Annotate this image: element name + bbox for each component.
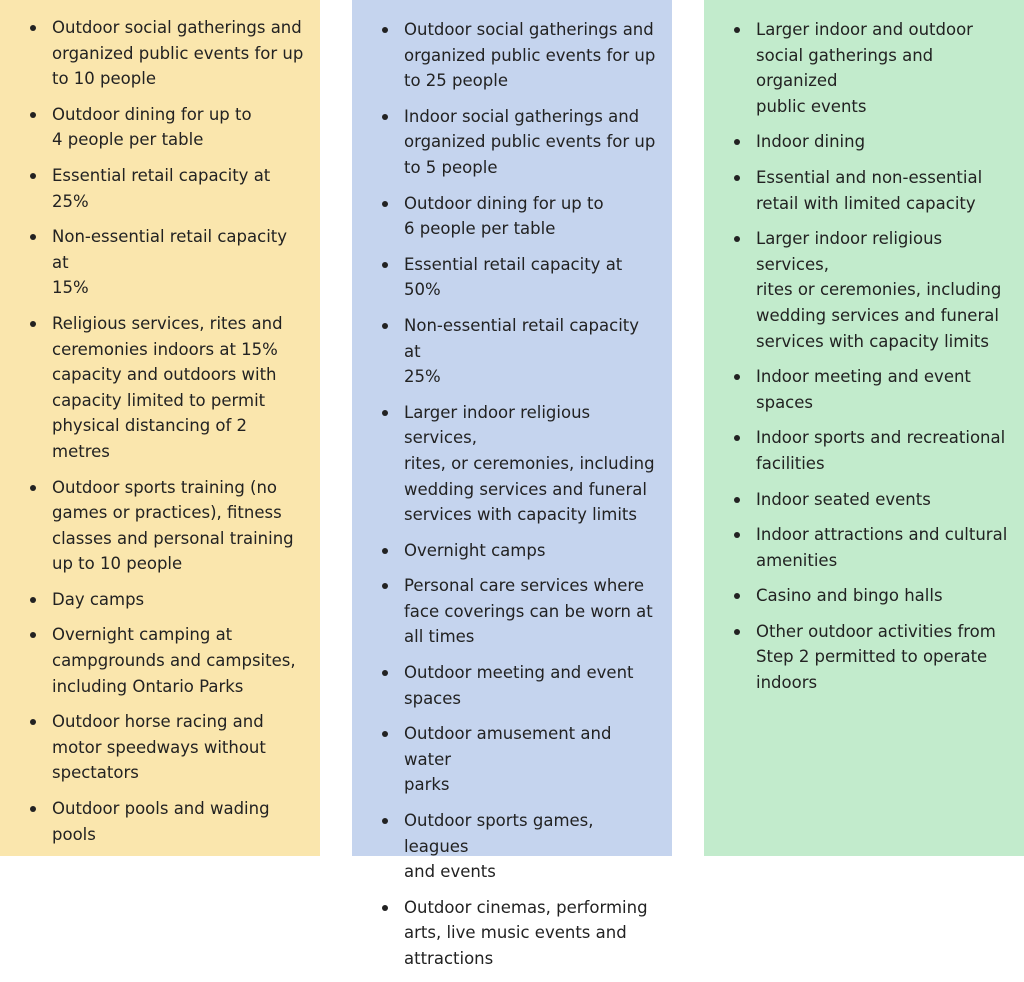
list-item-text: Overnight camps [404, 540, 546, 560]
step-1-list [0, 15, 320, 857]
list-item-text: Outdoor dining for up to 4 people per table [52, 104, 252, 150]
list-item [704, 425, 1024, 476]
list-item-text: Outdoor meeting and event spaces [404, 663, 634, 708]
bullet-icon [382, 27, 388, 33]
list-item [704, 226, 1024, 354]
list-item [0, 709, 320, 786]
list-item-text: Religious services, rites and ceremonies indoors at 15% capacity and outdoors with capacity limited to permit physical distancing of 2 metres [52, 313, 283, 461]
list-item [704, 583, 1024, 609]
list-item-text: Indoor social gatherings and organized public events for up to 5 people [404, 106, 656, 177]
bullet-icon [382, 410, 388, 416]
bullet-icon [30, 25, 36, 31]
list-item-text: Larger indoor and outdoor social gatherings and organized public events [756, 20, 973, 116]
column-step-1 [0, 0, 320, 856]
list-item-text: Indoor attractions and cultural amenities [756, 525, 1008, 570]
list-item [704, 364, 1024, 415]
step-2-list [352, 17, 672, 982]
list-item-text: Essential retail capacity at 50% [404, 254, 623, 300]
list-item [352, 808, 672, 885]
list-item [704, 129, 1024, 155]
bullet-icon [382, 731, 388, 737]
bullet-icon [734, 27, 740, 33]
bullet-icon [30, 173, 36, 179]
bullet-icon [382, 670, 388, 676]
list-item-text: Larger indoor religious services, rites or ceremonies, including wedding services and funeral services with capacity limits [756, 229, 1002, 351]
bullet-icon [30, 112, 36, 118]
list-item [704, 17, 1024, 119]
list-item-text: Indoor sports and recreational facilities [756, 428, 1006, 473]
list-item [352, 538, 672, 564]
bullet-icon [734, 435, 740, 441]
bullet-icon [734, 236, 740, 242]
bullet-icon [382, 323, 388, 329]
bullet-icon [382, 114, 388, 120]
bullet-icon [734, 593, 740, 599]
list-item [0, 311, 320, 465]
list-item [352, 400, 672, 528]
bullet-icon [734, 497, 740, 503]
bullet-icon [734, 374, 740, 380]
list-item-text: Outdoor sports training (no games or practices), fitness classes and personal training up to 10 people [52, 477, 294, 574]
list-item [704, 487, 1024, 513]
list-item [352, 660, 672, 711]
list-item [0, 796, 320, 847]
list-item-text: Essential retail capacity at 25% [52, 165, 271, 211]
bullet-icon [382, 548, 388, 554]
list-item-text: Personal care services where face coverings can be worn at all times [404, 576, 653, 647]
list-item-text: Day camps [52, 589, 145, 609]
bullet-icon [30, 632, 36, 638]
bullet-icon [382, 262, 388, 268]
list-item-text: Outdoor dining for up to 6 people per table [404, 193, 604, 239]
list-item [0, 15, 320, 92]
list-item-text: Outdoor pools and wading pools [52, 799, 270, 844]
list-item-text: Casino and bingo halls [756, 586, 943, 606]
column-step-3 [704, 0, 1024, 856]
bullet-icon [30, 485, 36, 491]
bullet-icon [30, 806, 36, 812]
list-item [352, 252, 672, 303]
bullet-icon [382, 818, 388, 824]
list-item [0, 587, 320, 613]
list-item [0, 102, 320, 153]
bullet-icon [734, 532, 740, 538]
list-item [352, 573, 672, 650]
list-item [352, 191, 672, 242]
list-item [0, 224, 320, 301]
list-item [0, 475, 320, 577]
bullet-icon [734, 139, 740, 145]
bullet-icon [734, 175, 740, 181]
list-item [704, 165, 1024, 216]
bullet-icon [30, 597, 36, 603]
bullet-icon [734, 629, 740, 635]
column-step-2 [352, 0, 672, 968]
list-item [0, 163, 320, 214]
list-item-text: Outdoor social gatherings and organized public events for up to 10 people [52, 18, 304, 89]
list-item-text: Larger indoor religious services, rites, or ceremonies, including wedding services and funeral services with capacity limits [404, 402, 655, 525]
list-item-text: Outdoor cinemas, performing arts, live music events and attractions [404, 897, 648, 968]
bullet-icon [30, 719, 36, 725]
list-item-text: Indoor dining [756, 132, 866, 152]
list-item-text: Outdoor social gatherings and organized public events for up to 25 people [404, 20, 656, 91]
list-item-text: Outdoor amusement and water parks [404, 724, 612, 795]
list-item [352, 313, 672, 390]
list-item [352, 721, 672, 798]
list-item-text: Non-essential retail capacity at 15% [52, 227, 288, 298]
list-item-text: Outdoor sports games, leagues and events [404, 811, 594, 882]
bullet-icon [30, 321, 36, 327]
list-item-text: Outdoor horse racing and motor speedways without spectators [52, 712, 266, 783]
list-item-text: Non-essential retail capacity at 25% [404, 315, 640, 387]
list-item [352, 895, 672, 972]
list-item [704, 619, 1024, 696]
list-item-text: Other outdoor activities from Step 2 permitted to operate indoors [756, 621, 996, 693]
bullet-icon [382, 201, 388, 207]
step-3-list [704, 17, 1024, 706]
bullet-icon [382, 583, 388, 589]
list-item-text: Indoor meeting and event spaces [756, 367, 971, 412]
list-item-text: Essential and non-essential retail with limited capacity [756, 167, 983, 213]
list-item [352, 17, 672, 94]
list-item-text: Indoor seated events [756, 489, 931, 509]
bullet-icon [382, 905, 388, 911]
bullet-icon [30, 234, 36, 240]
list-item [704, 522, 1024, 573]
list-item-text: Overnight camping at campgrounds and campsites, including Ontario Parks [52, 625, 296, 696]
list-item [352, 104, 672, 181]
list-item [0, 622, 320, 699]
